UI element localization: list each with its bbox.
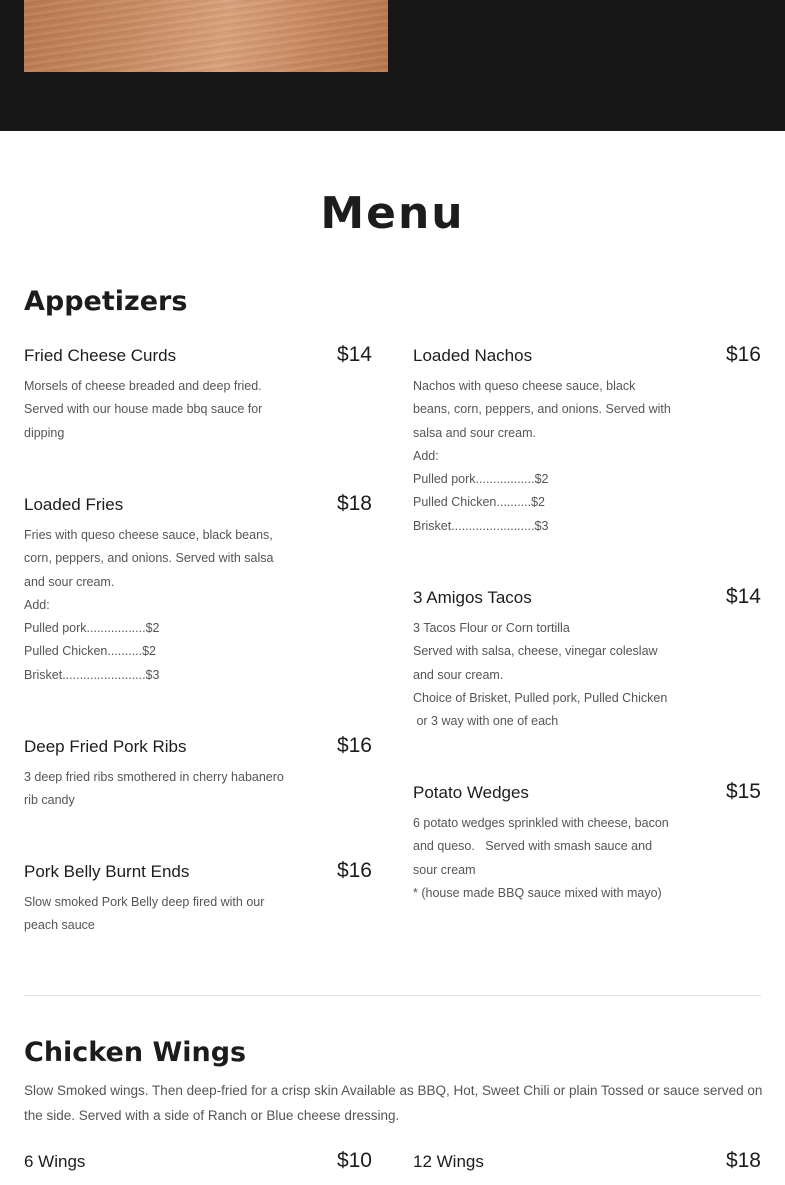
description-line: and queso. Served with smash sauce and [413, 839, 653, 854]
description-line: or 3 way with one of each [413, 714, 559, 729]
menu-item-description [24, 766, 284, 813]
menu-item-price: $18 [725, 1149, 761, 1172]
description-line: Morsels of cheese breaded and deep fried. [24, 379, 262, 393]
menu-item-name: 6 Wings [24, 1152, 86, 1171]
menu-item-description [24, 375, 276, 445]
hero-banner [0, 0, 785, 131]
menu-item-name: Fried Cheese Curds [24, 346, 177, 365]
description-line: salsa and sour cream. [413, 425, 536, 440]
menu-item-name: Pork Belly Burnt Ends [24, 862, 190, 881]
description-line: Pulled Chicken..........$2 [413, 495, 546, 510]
description-line: corn, peppers, and onions. Served with salsa [24, 551, 274, 566]
description-line: * (house made BBQ sauce mixed with mayo) [413, 885, 662, 900]
description-line: Pulled Chicken..........$2 [24, 644, 157, 659]
hero-food-image [24, 0, 388, 72]
description-line: beans, corn, peppers, and onions. Served with [413, 402, 671, 417]
description-line: Served with our house made bbq sauce for [24, 402, 263, 417]
description-line: 6 potato wedges sprinkled with cheese, bacon [413, 816, 669, 830]
description-line: 3 deep fried ribs smothered in cherry habanero [24, 770, 284, 784]
menu-item-name: Loaded Fries [24, 495, 124, 514]
description-line: peach sauce [24, 918, 95, 933]
menu-item-price: $15 [725, 780, 761, 803]
description-line: Fries with queso cheese sauce, black beans, [24, 528, 273, 542]
description-line: and sour cream. [413, 667, 504, 682]
menu-item-name: Potato Wedges [413, 783, 529, 802]
description-line: Served with salsa, cheese, vinegar coleslaw [413, 644, 658, 659]
menu-item-price: $14 [725, 585, 761, 608]
description-line: Pulled pork.................$2 [24, 621, 160, 636]
description-line: 3 Tacos Flour or Corn tortilla [413, 621, 570, 635]
menu-item-price: $16 [725, 343, 761, 366]
description-line: Add: [413, 448, 439, 463]
menu-item-name: Deep Fried Pork Ribs [24, 737, 187, 756]
description-line: sour cream [413, 862, 476, 877]
menu-item-description [24, 891, 276, 938]
description-line: Brisket........................$3 [24, 667, 160, 682]
menu-item-description [413, 812, 669, 905]
menu-item-description [413, 375, 671, 538]
menu-item-price: $18 [336, 492, 372, 515]
description-line: Slow smoked Pork Belly deep fired with our [24, 895, 265, 909]
description-line: dipping [24, 425, 65, 440]
page-title: Menu [320, 188, 465, 239]
description-line: Brisket........................$3 [413, 518, 549, 533]
section-title-chicken-wings: Chicken Wings [24, 1037, 247, 1068]
menu-item-price: $10 [336, 1149, 372, 1172]
section-title-appetizers: Appetizers [24, 286, 188, 317]
menu-item-price: $16 [336, 734, 372, 757]
menu-item-description [24, 524, 276, 687]
menu-item-name: Loaded Nachos [413, 346, 533, 365]
menu-item-name: 3 Amigos Tacos [413, 588, 532, 607]
menu-item-name: 12 Wings [413, 1152, 484, 1171]
section-description: Slow Smoked wings. Then deep-fried for a crisp skin Available as BBQ, Hot, Sweet Chili or plain Tossed or sauce served on the side. Served with a side of Ranch or Blue cheese dressing. [24, 1083, 763, 1123]
menu-item-price: $14 [336, 343, 372, 366]
menu-item-description [413, 617, 668, 733]
description-line: Nachos with queso cheese sauce, black [413, 379, 636, 393]
description-line: and sour cream. [24, 574, 115, 589]
section-divider [24, 995, 761, 996]
description-line: rib candy [24, 793, 75, 808]
description-line: Pulled pork.................$2 [413, 472, 549, 487]
description-line: Choice of Brisket, Pulled pork, Pulled Chicken [413, 690, 668, 705]
menu-item-price: $16 [336, 859, 372, 882]
description-line: Add: [24, 597, 50, 612]
